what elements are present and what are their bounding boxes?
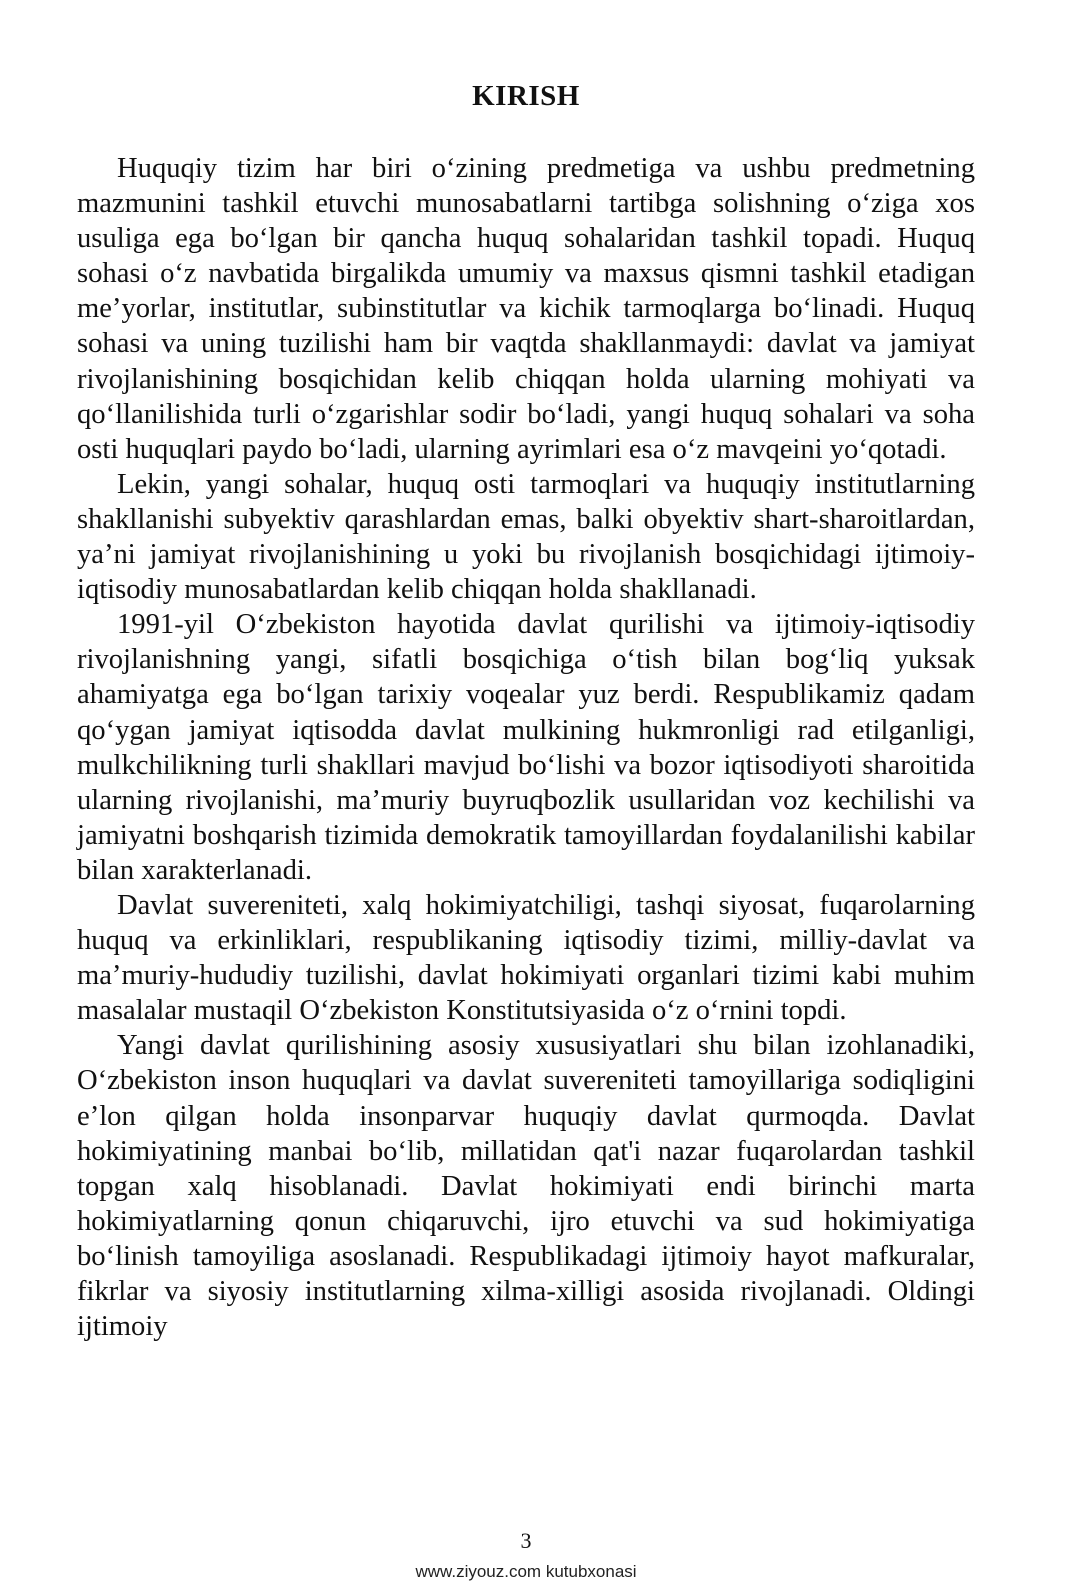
- page-number: 3: [520, 1528, 532, 1553]
- book-page: [77, 0, 975, 1596]
- paragraph-3: 1991-yil O‘zbekiston hayotida davlat qurilishi va ijtimoiy-iqtisodiy rivojlanishning yangi, sifatli bosqichiga o‘tish bilan bog‘liq yuksak ahamiyatga ega bo‘lgan tarixiy voqealar yuz berdi. Respublikamiz qadam qo‘ygan jamiyat iqtisodda davlat mulkining hukmronligi rad etilganligi, mulkchilikning turli shakllari mavjud bo‘lishi va bozor iqtisodiyoti sharoitida ularning rivojlanishi, ma’muriy buyruqbozlik usullaridan voz kechilishi va jamiyatni boshqarish tizimida demokratik tamoyillardan foydalanilishi kabilar bilan xarakterlanadi.: [77, 609, 975, 886]
- body-text: [77, 151, 975, 1344]
- paragraph-5: Yangi davlat qurilishining asosiy xususiyatlari shu bilan izohlanadiki, O‘zbekiston inson huquqlari va davlat suvereniteti tamoyillariga sodiqligini e’lon qilgan holda insonparvar huquqiy davlat qurmoqda. Davlat hokimiyatining manbai bo‘lib, millatidan qat'i nazar fuqarolardan tashkil topgan xalq hisoblanadi. Davlat hokimiyati endi birinchi marta hokimiyatlarning qonun chiqaruvchi, ijro etuvchi va sud hokimiyatiga bo‘linish tamoyiliga asoslanadi. Respublikadagi ijtimoiy hayot mafkuralar, fikrlar va siyosiy institutlarning xilma-xilligi asosida rivojlanadi. Oldingi ijtimoiy: [77, 1030, 975, 1343]
- paragraph-1: Huquqiy tizim har biri o‘zining predmetiga va ushbu predmetning mazmunini tashkil etuvchi munosabatlarni tartibga solishning o‘ziga xos usuliga ega bo‘lgan bir qancha huquq sohalaridan tashkil topadi. Huquq sohasi o‘z navbatida birgalikda umumiy va maxsus qismni tashkil etadigan me’yorlar, institutlar, subinstitutlar va kichik tarmoqlarga bo‘linadi. Huquq sohasi va uning tuzilishi ham bir vaqtda shakllanmaydi: davlat va jamiyat rivojlanishining bosqichidan kelib chiqqan holda ularning mohiyati va qo‘llanilishida turli o‘zgarishlar sodir bo‘ladi, yangi huquq sohalari va soha osti huquqlari paydo bo‘ladi, ularning ayrimlari esa o‘z mavqeini yo‘qotadi.: [77, 153, 975, 465]
- footer-watermark: www.ziyouz.com kutubxonasi: [415, 1562, 637, 1581]
- paragraph-2: Lekin, yangi sohalar, huquq osti tarmoqlari va huquqiy institutlarning shakllanishi subyektiv qarashlardan emas, balki obyektiv shart-sharoitlardan, ya’ni jamiyat rivojlanishining u yoki bu rivojlanish bosqichidagi ijtimoiy-iqtisodiy munosabatlardan kelib chiqqan holda shakllanadi.: [77, 468, 975, 606]
- paragraph-4: Davlat suvereniteti, xalq hokimiyatchiligi, tashqi siyosat, fuqarolarning huquq va erkinliklari, respublikaning iqtisodiy tizimi, milliy-davlat va ma’muriy-hududiy tuzilishi, davlat hokimiyati organlari tizimi kabi muhim masalalar mustaqil O‘zbekiston Konstitutsiyasida o‘z o‘rnini topdi.: [77, 889, 975, 1027]
- chapter-title: KIRISH: [472, 80, 580, 112]
